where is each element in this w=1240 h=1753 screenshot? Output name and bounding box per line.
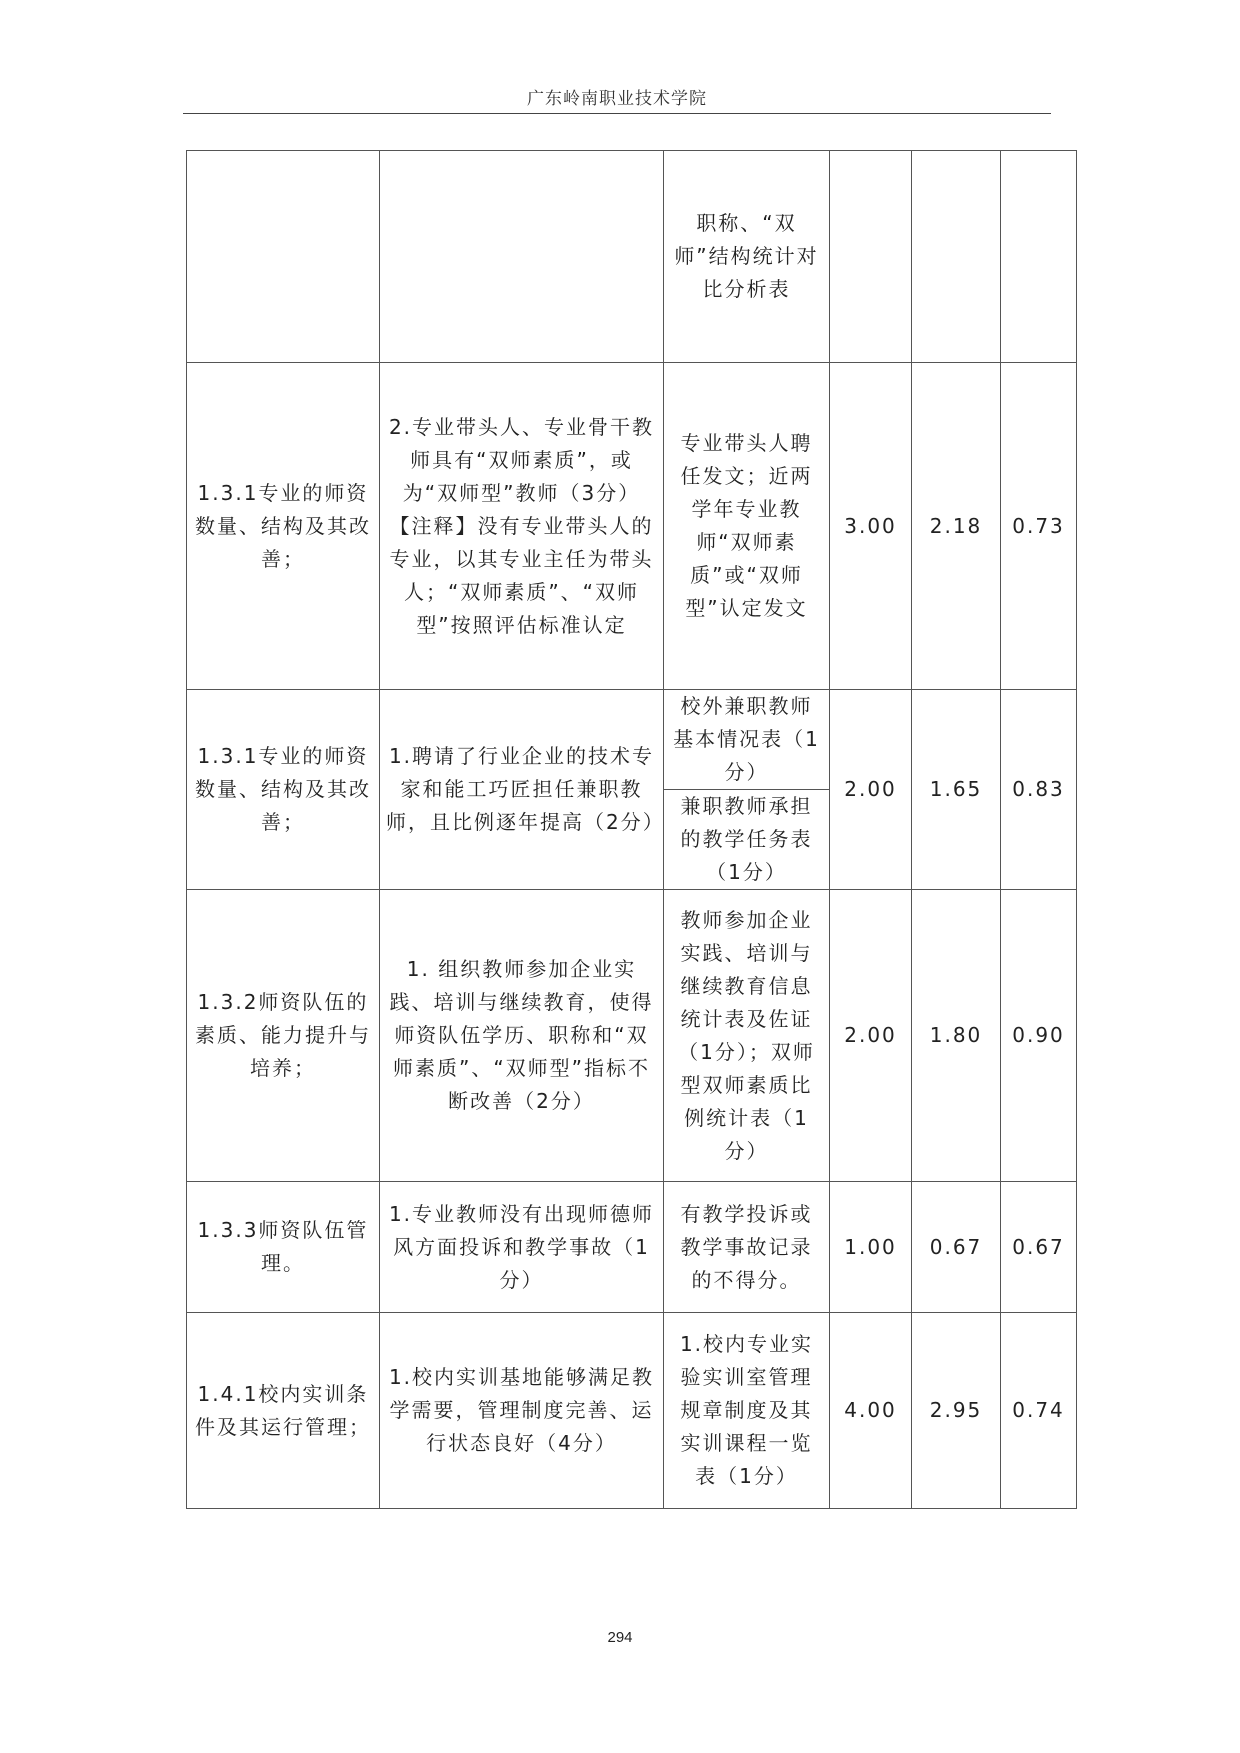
full-score-cell: 2.00	[830, 890, 912, 1182]
rate-cell	[1001, 151, 1077, 363]
table-row	[187, 363, 1077, 690]
page-header: 广东岭南职业技术学院	[527, 89, 707, 109]
score-cell: 0.67	[912, 1182, 1001, 1313]
standard-cell	[380, 151, 664, 363]
indicator-cell: 1.3.1专业的师资数量、结构及其改善；	[187, 690, 380, 890]
standard-cell: 1.专业教师没有出现师德师风方面投诉和教学事故（1分）	[380, 1182, 664, 1313]
table-row	[187, 690, 1077, 790]
table-row	[187, 890, 1077, 1182]
score-cell	[912, 151, 1001, 363]
rate-cell: 0.67	[1001, 1182, 1077, 1313]
indicator-cell	[187, 151, 380, 363]
table-row	[187, 1313, 1077, 1509]
score-cell: 1.65	[912, 690, 1001, 890]
standard-cell: 2.专业带头人、专业骨干教师具有“双师素质”，或为“双师型”教师（3分）【注释】没有专业带头人的专业，以其专业主任为带头人；“双师素质”、“双师型”按照评估标准认定	[380, 363, 664, 690]
indicator-cell: 1.3.1专业的师资数量、结构及其改善；	[187, 363, 380, 690]
evidence-cell: 有教学投诉或教学事故记录的不得分。	[664, 1182, 830, 1313]
table-row	[187, 151, 1077, 363]
evidence-cell: 校外兼职教师基本情况表（1分）	[664, 690, 830, 790]
header-divider	[183, 113, 1051, 114]
page-number: 294	[607, 1629, 633, 1646]
standard-cell: 1. 组织教师参加企业实践、培训与继续教育，使得师资队伍学历、职称和“双师素质”、“双师型”指标不断改善（2分）	[380, 890, 664, 1182]
full-score-cell: 4.00	[830, 1313, 912, 1509]
rate-cell: 0.73	[1001, 363, 1077, 690]
evaluation-table	[186, 150, 1077, 1509]
score-cell: 1.80	[912, 890, 1001, 1182]
evidence-cell: 专业带头人聘任发文；近两学年专业教师“双师素质”或“双师型”认定发文	[664, 363, 830, 690]
full-score-cell: 1.00	[830, 1182, 912, 1313]
score-cell: 2.18	[912, 363, 1001, 690]
evidence-cell: 兼职教师承担的教学任务表（1分）	[664, 790, 830, 890]
indicator-cell: 1.3.3师资队伍管理。	[187, 1182, 380, 1313]
evidence-cell: 教师参加企业实践、培训与继续教育信息统计表及佐证（1分）；双师型双师素质比例统计表（1分）	[664, 890, 830, 1182]
standard-cell: 1.聘请了行业企业的技术专家和能工巧匠担任兼职教师，且比例逐年提高（2分）	[380, 690, 664, 890]
indicator-cell: 1.4.1校内实训条件及其运行管理；	[187, 1313, 380, 1509]
full-score-cell: 3.00	[830, 363, 912, 690]
score-cell: 2.95	[912, 1313, 1001, 1509]
standard-cell: 1.校内实训基地能够满足教学需要，管理制度完善、运行状态良好（4分）	[380, 1313, 664, 1509]
table-row	[187, 1182, 1077, 1313]
rate-cell: 0.74	[1001, 1313, 1077, 1509]
indicator-cell: 1.3.2师资队伍的素质、能力提升与培养；	[187, 890, 380, 1182]
rate-cell: 0.83	[1001, 690, 1077, 890]
rate-cell: 0.90	[1001, 890, 1077, 1182]
evidence-cell: 1.校内专业实验实训室管理规章制度及其实训课程一览表（1分）	[664, 1313, 830, 1509]
evidence-cell: 职称、“双师”结构统计对比分析表	[664, 151, 830, 363]
full-score-cell: 2.00	[830, 690, 912, 890]
full-score-cell	[830, 151, 912, 363]
